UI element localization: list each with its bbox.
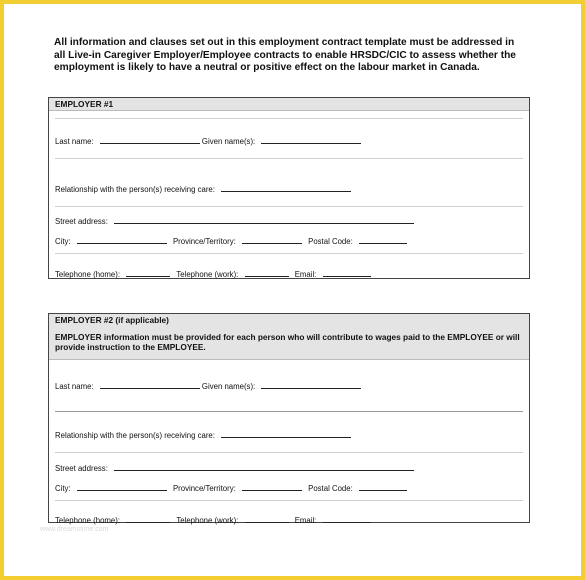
last-name-field[interactable] xyxy=(100,381,200,389)
watermark-text: www.dreamstime.com xyxy=(40,526,109,533)
given-names-field[interactable] xyxy=(261,136,361,144)
city-label: City: xyxy=(55,237,71,246)
postal-field[interactable] xyxy=(359,483,407,491)
employer2-city-row xyxy=(49,483,529,493)
city-field[interactable] xyxy=(77,236,167,244)
employer2-relationship-row xyxy=(49,430,529,440)
last-name-field[interactable] xyxy=(100,136,200,144)
divider xyxy=(55,206,523,207)
employer1-relationship-row xyxy=(49,184,529,194)
city-label: City: xyxy=(55,484,71,493)
employer2-title: EMPLOYER #2 (if applicable) xyxy=(55,315,169,325)
divider xyxy=(55,411,523,412)
tel-home-field[interactable] xyxy=(126,269,170,277)
tel-home-label: Telephone (home): xyxy=(55,516,121,525)
tel-work-field[interactable] xyxy=(245,269,289,277)
postal-label: Postal Code: xyxy=(308,237,353,246)
divider xyxy=(55,118,523,119)
tel-home-field[interactable] xyxy=(126,515,170,523)
city-field[interactable] xyxy=(77,483,167,491)
tel-work-label: Telephone (work): xyxy=(176,516,239,525)
street-label: Street address: xyxy=(55,464,108,473)
employer2-note: EMPLOYER information must be provided for each person who will contribute to wages paid to the EMPLOYEE or will provide instruction to the EMPLOYEE. xyxy=(55,332,520,352)
employer1-phone-row xyxy=(49,269,529,279)
relationship-field[interactable] xyxy=(221,430,351,438)
given-names-label: Given name(s): xyxy=(201,137,256,146)
relationship-field[interactable] xyxy=(221,184,351,192)
tel-work-field[interactable] xyxy=(245,515,289,523)
employer2-street-row xyxy=(49,463,529,473)
postal-label: Postal Code: xyxy=(308,484,353,493)
divider xyxy=(55,158,523,159)
street-field[interactable] xyxy=(114,216,414,224)
divider xyxy=(55,253,523,254)
last-name-label: Last name: xyxy=(55,137,94,146)
employer2-section xyxy=(48,313,530,523)
employer2-phone-row xyxy=(49,515,529,525)
email-label: Email: xyxy=(294,516,317,525)
divider xyxy=(55,500,523,501)
postal-field[interactable] xyxy=(359,236,407,244)
email-field[interactable] xyxy=(323,515,371,523)
given-names-field[interactable] xyxy=(261,381,361,389)
province-field[interactable] xyxy=(242,483,302,491)
employer1-name-row xyxy=(49,136,529,146)
divider xyxy=(55,452,523,453)
province-label: Province/Territory: xyxy=(172,237,236,246)
relationship-label: Relationship with the person(s) receiving care: xyxy=(55,431,215,440)
street-field[interactable] xyxy=(114,463,414,471)
email-field[interactable] xyxy=(323,269,371,277)
province-label: Province/Territory: xyxy=(172,484,236,493)
tel-work-label: Telephone (work): xyxy=(176,270,239,279)
employer1-title: EMPLOYER #1 xyxy=(49,98,529,111)
province-field[interactable] xyxy=(242,236,302,244)
last-name-label: Last name: xyxy=(55,382,94,391)
given-names-label: Given name(s): xyxy=(201,382,256,391)
email-label: Email: xyxy=(294,270,317,279)
tel-home-label: Telephone (home): xyxy=(55,270,121,279)
employer2-header xyxy=(49,314,529,360)
employer1-city-row xyxy=(49,236,529,246)
street-label: Street address: xyxy=(55,217,108,226)
relationship-label: Relationship with the person(s) receiving care: xyxy=(55,185,215,194)
employer2-name-row xyxy=(49,381,529,391)
employer1-street-row xyxy=(49,216,529,226)
employer1-section xyxy=(48,97,530,279)
intro-paragraph: All information and clauses set out in this employment contract template must be addressed in all Live-in Caregiver Employer/Employee contracts to enable HRSDC/CIC to assess whether the employment is likely to have a neutral or positive effect on the labour market in Canada. xyxy=(54,37,516,74)
